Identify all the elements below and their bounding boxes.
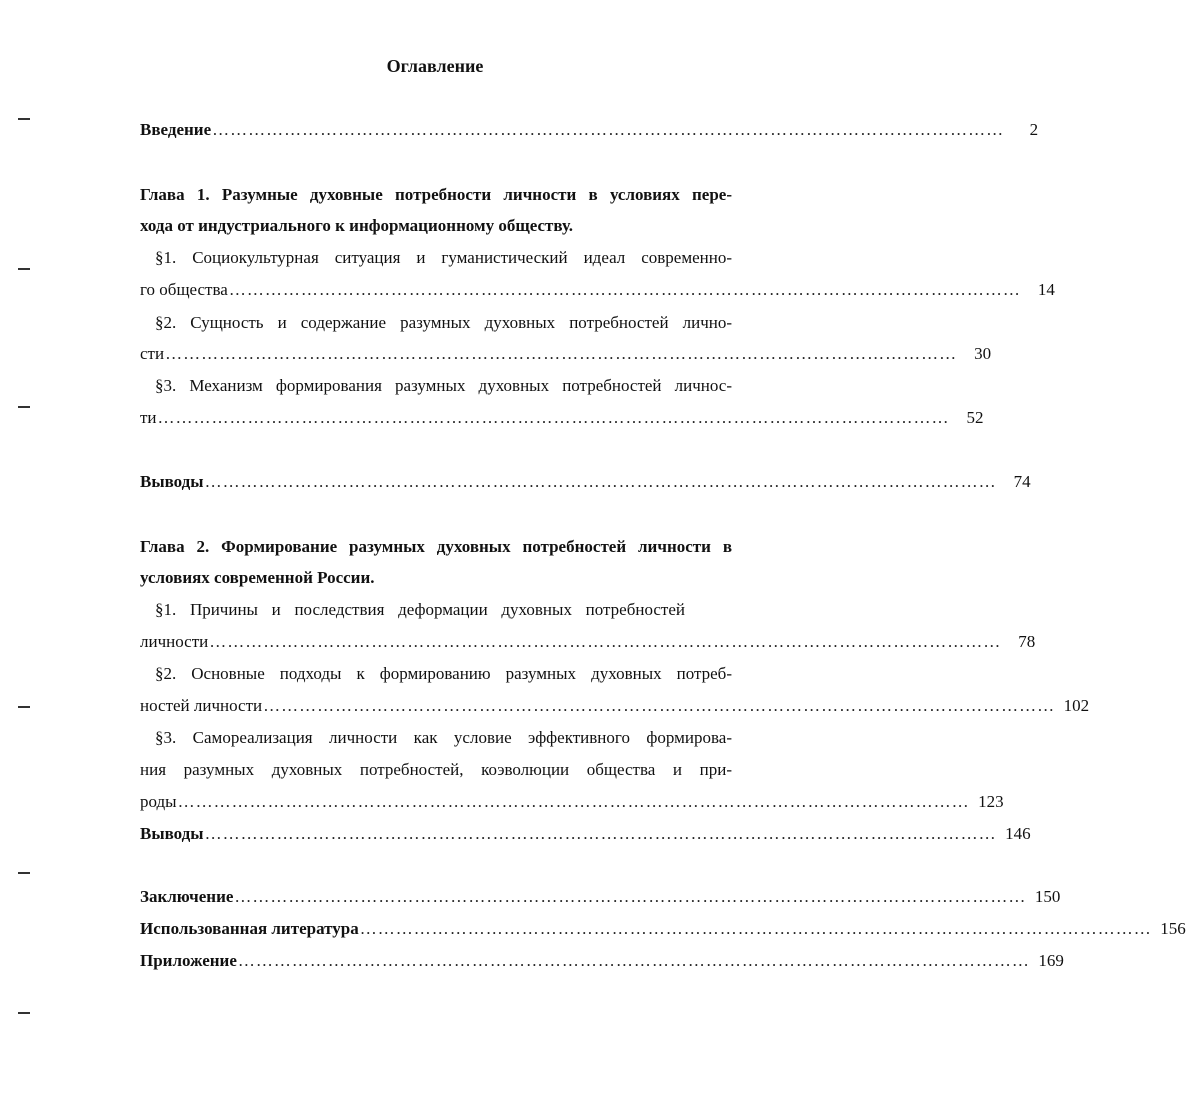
dot-leader: …………………………………………………………………………………………………………………… (263, 696, 1056, 715)
dot-leader: …………………………………………………………………………………………………………………… (177, 792, 970, 811)
scan-mark (18, 872, 30, 874)
dot-leader: …………………………………………………………………………………………………………………… (204, 824, 997, 843)
toc-entry-label: Заключение (140, 887, 234, 906)
toc-entry-ch1-s2[interactable] (140, 344, 992, 364)
toc-entry-label: личности (140, 632, 209, 651)
toc-entry-ch2-s1[interactable] (140, 632, 1036, 652)
chapter2-heading-text: условиях современной России. (140, 568, 375, 587)
toc-entry-page: 102 (1063, 696, 1090, 715)
ch2-s3-line1: §3. Самореализация личности как условие эффективного формирова- (155, 728, 732, 747)
toc-entry-label: сти (140, 344, 165, 363)
toc-entry-label: ностей личности (140, 696, 263, 715)
toc-entry-label: ти (140, 408, 157, 427)
toc-entry-appendix[interactable] (140, 951, 1064, 971)
toc-entry-page: 156 (1160, 919, 1186, 938)
toc-entry-page: 169 (1038, 951, 1064, 970)
chapter2-heading-line1: Глава 2. Формирование разумных духовных потребностей личности в (140, 537, 732, 556)
toc-entry-literature[interactable] (140, 919, 1186, 939)
scan-mark (18, 268, 30, 270)
toc-entry-label: го общества (140, 280, 228, 299)
toc-entry-page: 123 (978, 792, 1004, 811)
toc-entry-label: Приложение (140, 951, 237, 970)
toc-entry-page: 52 (966, 408, 984, 427)
toc-entry-page: 2 (1029, 120, 1039, 139)
chapter1-heading-line2 (140, 216, 732, 236)
ch1-s1-line1: §1. Социокультурная ситуация и гуманистический идеал современно- (155, 248, 732, 267)
toc-entry-ch1-s3[interactable] (140, 408, 984, 428)
toc-entry-page: 74 (1013, 472, 1031, 491)
toc-entry-page: 78 (1018, 632, 1036, 651)
toc-entry-label: Использованная литература (140, 919, 359, 938)
toc-entry-intro[interactable] (140, 120, 1039, 140)
toc-entry-page: 150 (1034, 887, 1061, 906)
toc-entry-label: Выводы (140, 472, 204, 491)
chapter1-heading-line1: Глава 1. Разумные духовные потребности личности в условиях пере- (140, 185, 732, 204)
dot-leader: …………………………………………………………………………………………………………………… (359, 919, 1152, 938)
toc-entry-page: 30 (974, 344, 992, 363)
dot-leader: …………………………………………………………………………………………………………………… (234, 887, 1027, 906)
toc-entry-ch2-conclusions[interactable] (140, 824, 1031, 844)
dot-leader: …………………………………………………………………………………………………………………… (237, 951, 1030, 970)
ch1-s2-line1: §2. Сущность и содержание разумных духовных потребностей лично- (155, 313, 732, 332)
chapter2-heading-line2 (140, 568, 732, 588)
scan-mark (18, 1012, 30, 1014)
toc-entry-ch2-s2[interactable] (140, 696, 1090, 716)
toc-entry-conclusion[interactable] (140, 887, 1061, 907)
toc-entry-ch1-s1[interactable] (140, 280, 1055, 300)
ch2-s2-line1: §2. Основные подходы к формированию разумных духовных потреб- (155, 664, 732, 683)
dot-leader: …………………………………………………………………………………………………………………… (209, 632, 1002, 651)
dot-leader: …………………………………………………………………………………………………………………… (204, 472, 997, 491)
toc-entry-page: 146 (1005, 824, 1031, 843)
scan-mark (18, 406, 30, 408)
scan-mark (18, 118, 30, 120)
toc-entry-ch2-s3[interactable] (140, 792, 1004, 812)
dot-leader: …………………………………………………………………………………………………………………… (228, 280, 1021, 299)
page-title: Оглавление (386, 56, 484, 76)
chapter1-heading-text: хода от индустриального к информационному обществу. (140, 216, 574, 235)
dot-leader: …………………………………………………………………………………………………………………… (212, 120, 1005, 139)
scan-mark (18, 706, 30, 708)
dot-leader: …………………………………………………………………………………………………………………… (165, 344, 958, 363)
toc-entry-ch1-conclusions[interactable] (140, 472, 1031, 492)
ch2-s3-line2: ния разумных духовных потребностей, коэволюции общества и при- (140, 760, 732, 779)
toc-entry-label: Выводы (140, 824, 204, 843)
toc-entry-label: Введение (140, 120, 212, 139)
toc-entry-page: 14 (1037, 280, 1055, 299)
ch1-s3-line1: §3. Механизм формирования разумных духовных потребностей личнос- (155, 376, 732, 395)
ch2-s1-line1: §1. Причины и последствия деформации духовных потребностей (155, 600, 685, 619)
toc-entry-label: роды (140, 792, 177, 811)
dot-leader: …………………………………………………………………………………………………………………… (157, 408, 950, 427)
